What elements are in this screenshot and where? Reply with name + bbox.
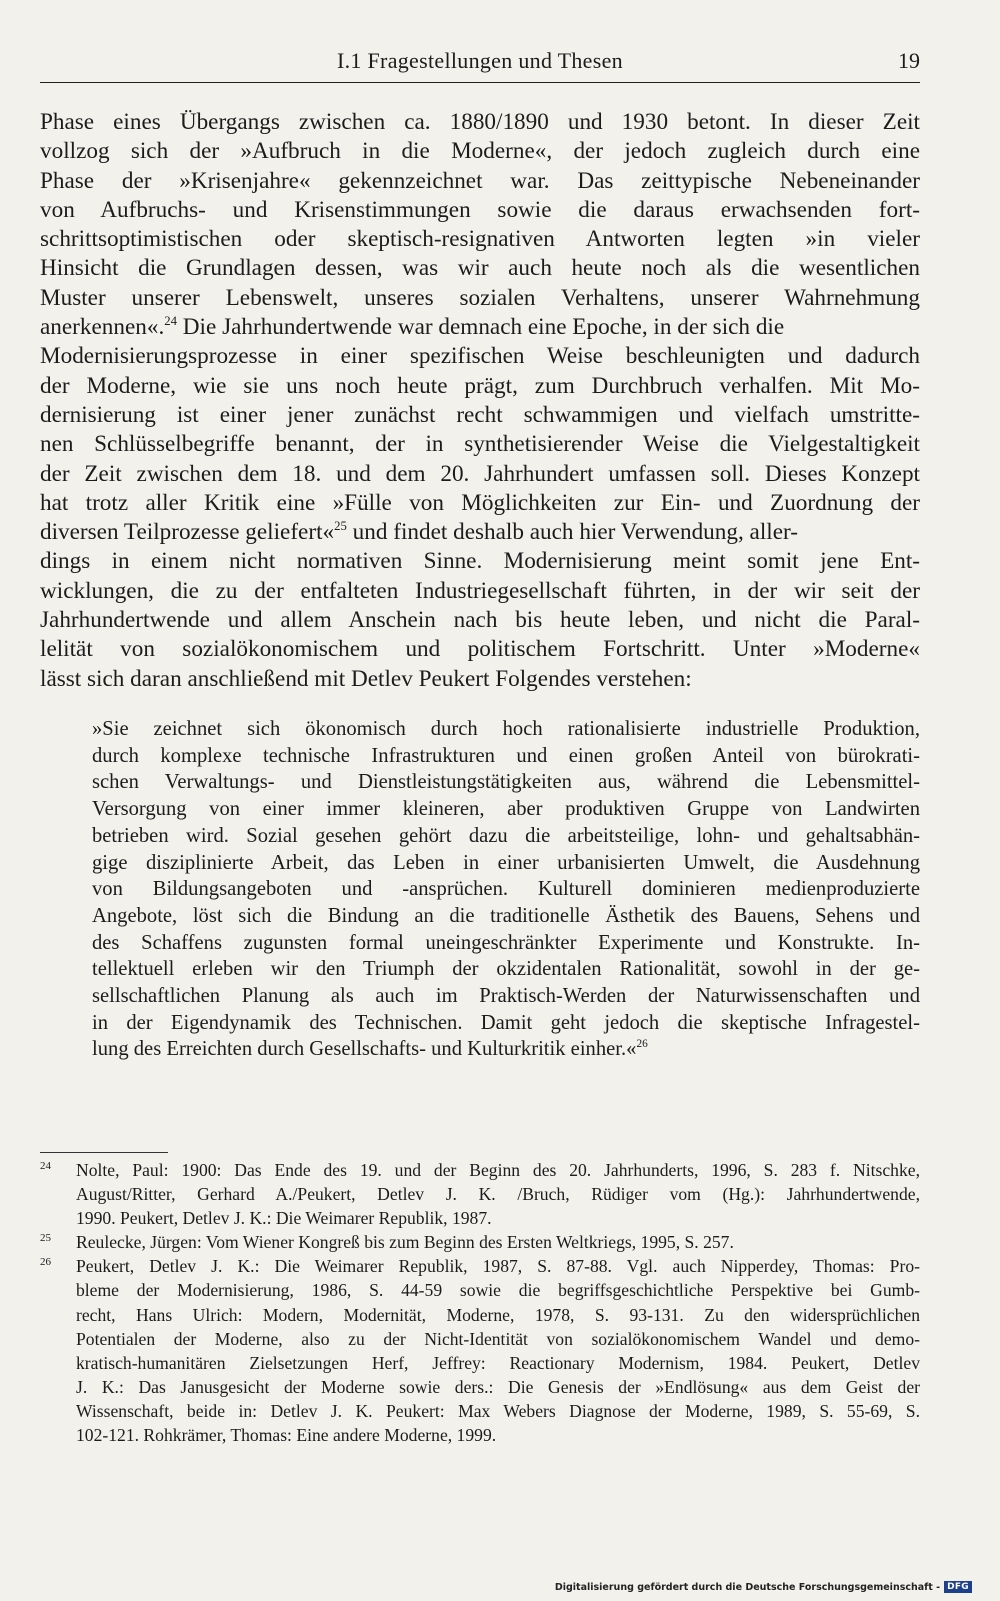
- text-line: Jahrhundertwende und allem Anschein nach bis heute leben, und nicht die Paral-: [40, 607, 920, 634]
- text-line: der Moderne, wie sie uns noch heute prägt, zum Durchbruch verhalfen. Mit Mo-: [40, 372, 920, 399]
- footnote-number: 26: [40, 1256, 51, 1269]
- text-line: Phase der »Krisenjahre« gekennzeichnet war. Das zeittypische Nebeneinander: [40, 167, 920, 194]
- quote-line: »Sie zeichnet sich ökonomisch durch hoch rationalisierte industrielle Produktion,: [92, 718, 920, 740]
- dfg-logo: DFG: [944, 1581, 972, 1593]
- quote-line: Versorgung von einer immer kleineren, aber produktiven Gruppe von Landwirten: [92, 798, 920, 821]
- page-number: 19: [898, 48, 920, 73]
- quote-line: tellektuell erleben wir den Triumph der okzidentalen Rationalität, sowohl in der ge-: [92, 958, 920, 981]
- digitization-credit: [555, 1581, 972, 1593]
- quote-line: durch komplexe technische Infrastrukturen und einen großen Anteil von bürokrati-: [92, 744, 920, 767]
- footnote-line: Wissenschaft, beide in: Detlev J. K. Peukert: Max Webers Diagnose der Moderne, 1989, S. 55-69, S.: [76, 1400, 920, 1421]
- text-line: lelität von sozialökonomischem und politischem Fortschritt. Unter »Moderne«: [40, 636, 920, 663]
- footnote-24: [40, 1158, 920, 1230]
- text-line: [40, 313, 920, 342]
- text-line: vollzog sich der »Aufbruch in die Moderne«, der jedoch zugleich durch eine: [40, 138, 920, 165]
- text-segment: lung des Erreichten durch Gesellschafts- und Kulturkritik einher.«: [92, 1038, 637, 1061]
- text-line: [40, 518, 920, 547]
- quote-line: gige disziplinierte Arbeit, das Leben in einer urbanisierten Umwelt, die Ausdehnung: [92, 851, 920, 874]
- footnote-line: bleme der Modernisierung, 1986, S. 44-59 sowie die begriffsgeschichtliche Perspektive bei Gumb-: [76, 1280, 920, 1301]
- text-line: Modernisierungsprozesse in einer spezifischen Weise beschleunigten und dadurch: [40, 343, 920, 370]
- footnote-line: 102-121. Rohkrämer, Thomas: Eine andere Moderne, 1999.: [76, 1425, 497, 1446]
- block-quote: [92, 716, 920, 1063]
- quote-line: schen Verwaltungs- und Dienstleistungstätigkeiten aus, während die Lebensmittel-: [92, 771, 920, 794]
- running-header: [40, 48, 920, 83]
- footnote-25: [40, 1230, 920, 1254]
- text-line: nen Schlüsselbegriffe benannt, der in synthetisierender Weise die Vielgestaltigkeit: [40, 431, 920, 458]
- text-line: Phase eines Übergangs zwischen ca. 1880/1890 und 1930 betont. In dieser Zeit: [40, 109, 920, 135]
- footnote-ref-26[interactable]: 26: [636, 1038, 648, 1051]
- footnote-ref-24[interactable]: 24: [164, 314, 177, 329]
- text-line: wicklungen, die zu der entfalteten Industriegesellschaft führten, in der wir seit der: [40, 577, 920, 604]
- text-line: der Zeit zwischen dem 18. und dem 20. Jahrhundert umfassen soll. Dieses Konzept: [40, 460, 920, 487]
- footnote-number: 24: [40, 1160, 51, 1172]
- quote-line: betrieben wird. Sozial gesehen gehört dazu die arbeitsteilige, lohn- und gehaltsabhän-: [92, 824, 920, 847]
- footnote-line: Peukert, Detlev J. K.: Die Weimarer Republik, 1987, S. 87-88. Vgl. auch Nipperdey, Thomas: Pro-: [76, 1256, 920, 1277]
- text-line: dings in einem nicht normativen Sinne. Modernisierung meint somit jene Ent-: [40, 548, 920, 575]
- footnote-26: [40, 1254, 920, 1447]
- text-line: dernisierung ist einer jener zunächst recht schwammigen und vielfach umstritte-: [40, 401, 920, 428]
- text-segment: diversen Teilprozesse geliefert«: [40, 519, 335, 546]
- footnote-line: August/Ritter, Gerhard A./Peukert, Detlev J. K. /Bruch, Rüdiger vom (Hg.): Jahrhundertwende,: [76, 1184, 920, 1205]
- text-line: lässt sich daran anschließend mit Detlev Peukert Folgendes verstehen:: [40, 665, 692, 692]
- quote-line: von Bildungsangeboten und -ansprüchen. Kulturell dominieren medienproduzierte: [92, 878, 920, 901]
- footnote-line: Potentialen der Moderne, also zu der Nicht-Identität von sozialökonomischem Wandel und demo-: [76, 1328, 920, 1349]
- quote-line: des Schaffens zugunsten formal uneingeschränkter Experimente und Konstrukte. In-: [92, 931, 920, 954]
- footnote-line: 1990. Peukert, Detlev J. K.: Die Weimarer Republik, 1987.: [76, 1208, 492, 1229]
- footnote-number: 25: [40, 1232, 51, 1245]
- quote-line: Angebote, löst sich die Bindung an die traditionelle Ästhetik des Bauens, Sehens und: [92, 904, 920, 927]
- footnotes: [40, 1158, 920, 1447]
- quote-line: [92, 1036, 920, 1063]
- quote-line: sellschaftlichen Planung als auch im Praktisch-Werden der Naturwissenschaften und: [92, 985, 920, 1008]
- text-segment: und findet deshalb auch hier Verwendung, aller-: [346, 519, 798, 546]
- text-segment: anerkennen«.: [40, 314, 165, 341]
- text-line: Hinsicht die Grundlagen dessen, was wir auch heute noch als die wesentlichen: [40, 255, 920, 282]
- footnote-line: recht, Hans Ulrich: Modern, Modernität, Moderne, 1978, S. 93-131. Zu den widersprüchlichen: [76, 1304, 920, 1325]
- text-line: von Aufbruchs- und Krisenstimmungen sowie die daraus erwachsenden fort-: [40, 196, 920, 223]
- footnote-line: kratisch-humanitären Zielsetzungen Herf, Jeffrey: Reactionary Modernism, 1984. Peukert, Detlev: [76, 1352, 920, 1373]
- footnote-line: Nolte, Paul: 1900: Das Ende des 19. und der Beginn des 20. Jahrhunderts, 1996, S. 283 f. Nitschke,: [76, 1160, 920, 1180]
- footnote-ref-25[interactable]: 25: [334, 519, 347, 534]
- footnote-line: J. K.: Das Janusgesicht der Moderne sowie ders.: Die Genesis der »Endlösung« aus dem Geist der: [76, 1376, 920, 1397]
- text-line: Muster unserer Lebenswelt, unseres sozialen Verhaltens, unserer Wahrnehmung: [40, 284, 920, 311]
- text-line: schrittsoptimistischen oder skeptisch-resignativen Antworten legten »in vieler: [40, 226, 920, 253]
- digitization-text: Digitalisierung gefördert durch die Deutsche Forschungsgemeinschaft -: [554, 1581, 941, 1593]
- running-title: I.1 Fragestellungen und Thesen: [337, 48, 623, 73]
- footnote-line: Reulecke, Jürgen: Vom Wiener Kongreß bis zum Beginn des Ersten Weltkriegs, 1995, S. 257.: [76, 1232, 734, 1253]
- text-segment: Die Jahrhundertwende war demnach eine Epoche, in der sich die: [177, 314, 785, 341]
- footnote-divider: [40, 1152, 168, 1153]
- quote-line: in der Eigendynamik des Technischen. Damit geht jedoch die skeptische Infragestel-: [92, 1011, 920, 1034]
- text-line: hat trotz aller Kritik eine »Fülle von Möglichkeiten zur Ein- und Zuordnung der: [40, 489, 920, 516]
- main-text: [40, 108, 920, 694]
